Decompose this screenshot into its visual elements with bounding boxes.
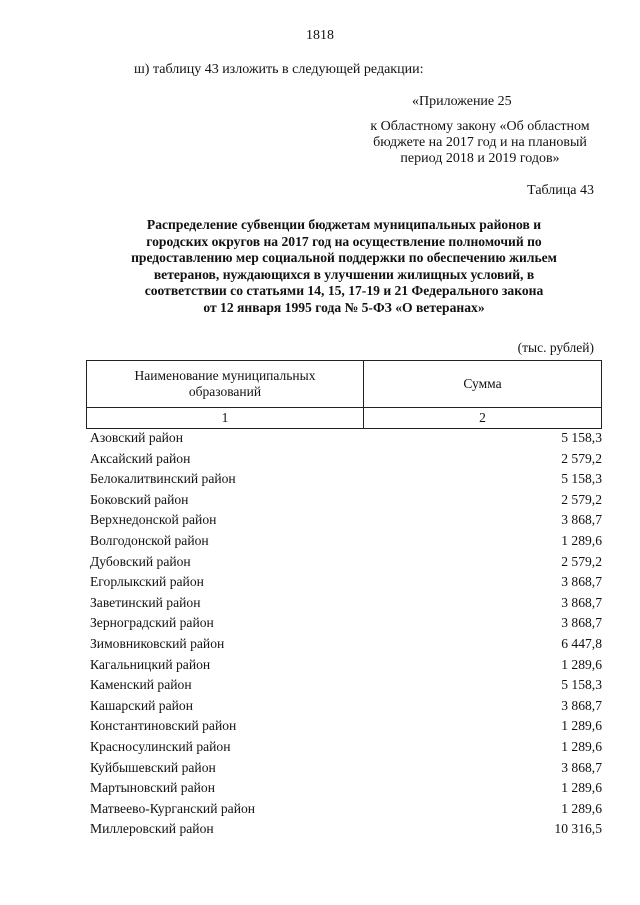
column-number-2: 2 [364, 408, 602, 429]
header-name-line-2: образований [188, 384, 262, 399]
table-row [90, 737, 602, 758]
amount-value: 3 868,7 [561, 697, 602, 713]
table-row [90, 593, 602, 614]
table-row [90, 490, 602, 511]
district-name: Куйбышевский район [90, 759, 216, 775]
district-name: Егорлыкский район [90, 574, 204, 590]
title-line: ветеранов, нуждающихся в улучшении жилищных условий, в [153, 266, 535, 282]
amount-value: 2 579,2 [561, 450, 602, 466]
units-label: (тыс. рублей) [517, 340, 594, 355]
page-number: 1818 [306, 28, 334, 43]
district-name: Заветинский район [90, 594, 201, 610]
table-row [90, 634, 602, 655]
table-row [90, 572, 602, 593]
appendix-line-4: период 2018 и 2019 годов» [400, 151, 560, 166]
amount-value: 1 289,6 [561, 738, 602, 754]
title-line: от 12 января 1995 года № 5-ФЗ «О ветеранах» [203, 299, 485, 315]
district-name: Аксайский район [90, 450, 191, 466]
amount-value: 5 158,3 [561, 471, 602, 487]
amount-value: 1 289,6 [561, 718, 602, 734]
district-name: Белокалитвинский район [90, 471, 236, 487]
amount-value: 3 868,7 [561, 574, 602, 590]
amount-value: 6 447,8 [561, 635, 602, 651]
amount-value: 3 868,7 [561, 512, 602, 528]
district-name: Кашарский район [90, 697, 193, 713]
table-row [90, 469, 602, 490]
district-name: Зерноградский район [90, 615, 214, 631]
district-name: Кагальницкий район [90, 656, 211, 672]
district-name: Миллеровский район [90, 821, 214, 837]
amount-value: 1 289,6 [561, 532, 602, 548]
table-row [90, 799, 602, 820]
title-line: Распределение субвенции бюджетам муниципальных районов и [146, 217, 542, 232]
table-row [90, 819, 602, 840]
column-number-1: 1 [87, 408, 364, 429]
header-name-cell [87, 361, 364, 408]
amount-value: 5 158,3 [561, 677, 602, 693]
appendix-line-2: к Областному закону «Об областном [370, 119, 590, 134]
table-number: Таблица 43 [527, 183, 594, 198]
district-name: Дубовский район [90, 553, 191, 569]
amount-value: 2 579,2 [561, 491, 602, 507]
title-line: городских округов на 2017 год на осуществление полномочий по [146, 233, 542, 249]
table-row [90, 778, 602, 799]
district-name: Волгодонской район [90, 532, 209, 548]
district-name: Мартыновский район [90, 780, 215, 796]
table-body [90, 428, 602, 840]
district-name: Матвеево-Курганский район [90, 800, 256, 816]
amount-value: 5 158,3 [561, 430, 602, 445]
amount-value: 2 579,2 [561, 553, 602, 569]
table-row [90, 675, 602, 696]
district-name: Красносулинский район [90, 738, 231, 754]
appendix-reference [360, 94, 600, 167]
table-row [90, 510, 602, 531]
amount-value: 3 868,7 [561, 594, 602, 610]
amount-value: 10 316,5 [554, 821, 602, 837]
district-name: Каменский район [90, 677, 192, 693]
district-name: Боковский район [90, 491, 189, 507]
document-title [86, 217, 602, 317]
table-row [90, 552, 602, 573]
table-row [90, 613, 602, 634]
district-name: Константиновский район [90, 718, 237, 734]
amount-value: 1 289,6 [561, 656, 602, 672]
district-name: Зимовниковский район [90, 635, 225, 651]
header-sum-cell: Сумма [364, 361, 602, 408]
appendix-line-1: «Приложение 25 [412, 94, 512, 109]
header-name-line-1: Наименование муниципальных [134, 368, 316, 383]
table-row [90, 696, 602, 717]
table-row [90, 716, 602, 737]
table-row [90, 758, 602, 779]
amount-value: 3 868,7 [561, 759, 602, 775]
district-name: Азовский район [90, 430, 184, 445]
title-line: соответствии со статьями 14, 15, 17-19 и 21 Федерального закона [144, 283, 544, 299]
title-line: предоставлению мер социальной поддержки по обеспечению жильем [131, 250, 557, 266]
table-row [90, 428, 602, 449]
appendix-line-3: бюджете на 2017 год и на плановый [373, 135, 587, 150]
amount-value: 1 289,6 [561, 780, 602, 796]
amount-value: 3 868,7 [561, 615, 602, 631]
table-row [90, 655, 602, 676]
intro-text: ш) таблицу 43 изложить в следующей редакции: [134, 62, 424, 77]
amount-value: 1 289,6 [561, 800, 602, 816]
table-row [90, 531, 602, 552]
table-header [86, 360, 602, 429]
table-row [90, 449, 602, 470]
district-name: Верхнедонской район [90, 512, 217, 528]
